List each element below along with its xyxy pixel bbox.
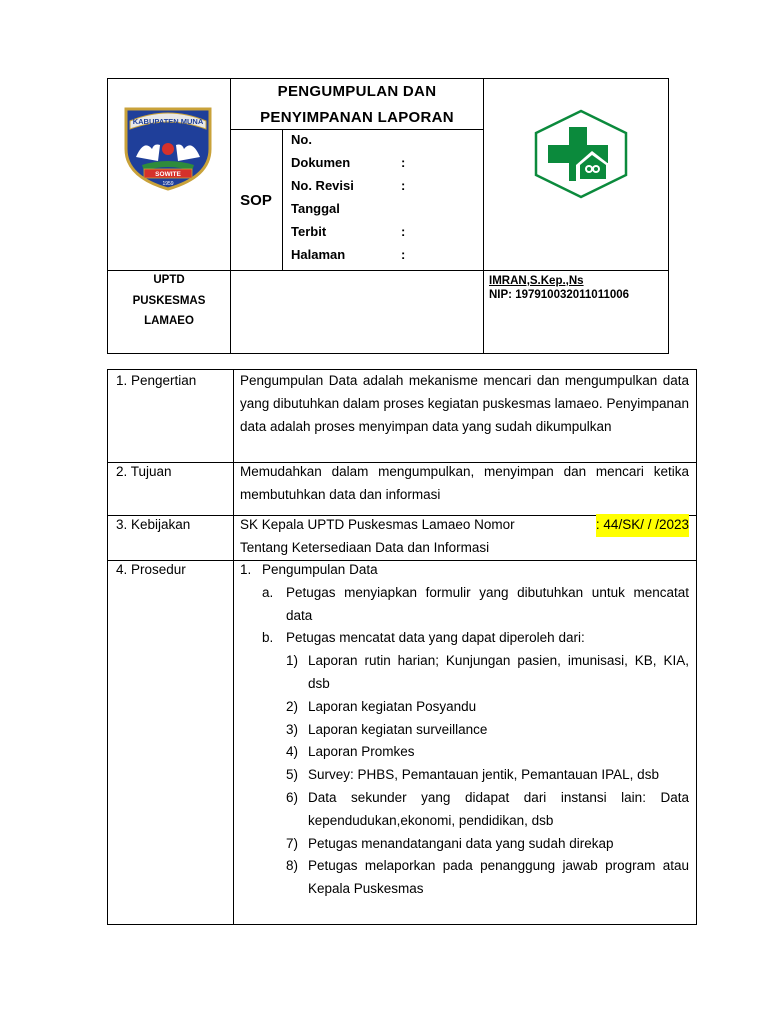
meta-colon: : xyxy=(401,155,406,170)
meta-row xyxy=(291,220,481,243)
list-number: 4) xyxy=(286,744,299,760)
list-item xyxy=(240,764,689,787)
kebijakan-number-highlight: : 44/SK/ / /2023 xyxy=(596,514,689,537)
meta-label: Tanggal xyxy=(291,201,340,216)
list-number: 7) xyxy=(286,835,299,851)
list-item xyxy=(240,787,689,833)
list-text: Laporan rutin harian; Kunjungan pasien, imunisasi, KB, KIA, dsb xyxy=(308,653,689,691)
list-item xyxy=(240,741,689,764)
list-text: Laporan Promkes xyxy=(308,744,415,760)
meta-colon xyxy=(401,128,411,151)
kebijakan-line: Tentang Ketersediaan Data dan Informasi xyxy=(240,539,490,555)
section-label-prosedur: 4. Prosedur xyxy=(116,562,186,577)
meta-label: Halaman xyxy=(291,247,346,262)
list-number: 3) xyxy=(286,721,299,737)
meta-row xyxy=(291,151,481,174)
list-text: Petugas menyiapkan formulir yang dibutuhkan untuk mencatat data xyxy=(286,584,689,623)
section-label-tujuan: 2. Tujuan xyxy=(116,464,172,479)
document-title xyxy=(230,79,484,129)
meta-row xyxy=(291,174,481,197)
kebijakan-line xyxy=(240,514,689,537)
header-divider xyxy=(282,129,283,270)
sop-header-table xyxy=(107,78,669,354)
unit-name xyxy=(108,270,230,332)
list-number: 1) xyxy=(286,653,299,669)
section-text-pengertian: Pengumpulan Data adalah mekanisme mencari dan mengumpulkan data yang dibutuhkan dalam proses kegiatan puskesmas lamaeo. Penyimpanan data adalah proses menyimpan data yang sudah dikumpulkan xyxy=(240,373,689,434)
list-item xyxy=(240,696,689,719)
prosedur-list xyxy=(240,559,689,901)
sop-content-table xyxy=(107,369,697,925)
signer-nip: NIP: 197910032011011006 xyxy=(489,288,630,301)
meta-colon xyxy=(401,197,411,220)
crest-year: 1959 xyxy=(162,181,174,187)
section-label-pengertian: 1. Pengertian xyxy=(116,373,197,388)
list-item xyxy=(240,855,689,901)
title-line: PENGUMPULAN DAN xyxy=(277,83,437,100)
meta-label: Dokumen xyxy=(291,155,351,170)
list-text: Laporan kegiatan Posyandu xyxy=(308,698,477,714)
list-number: 6) xyxy=(286,789,299,805)
meta-label: No. Revisi xyxy=(291,178,354,193)
list-number: 5) xyxy=(286,767,299,783)
meta-colon: : xyxy=(401,247,406,262)
list-text: Petugas melaporkan pada penanggung jawab program atau Kepala Puskesmas xyxy=(308,858,689,897)
section-text-kebijakan xyxy=(240,514,689,560)
meta-label: No. xyxy=(291,132,312,147)
list-text: Pengumpulan Data xyxy=(262,562,378,577)
meta-colon: : xyxy=(401,178,406,193)
list-item xyxy=(240,582,689,628)
kebijakan-text: SK Kepala UPTD Puskesmas Lamaeo Nomor xyxy=(240,517,515,532)
prosedur-heading xyxy=(240,559,689,582)
title-line: PENYIMPANAN LAPORAN xyxy=(260,109,454,126)
list-number: a. xyxy=(262,584,274,600)
meta-row xyxy=(291,128,481,151)
section-label-kebijakan: 3. Kebijakan xyxy=(116,517,191,532)
document-meta xyxy=(291,128,481,266)
list-text: Laporan kegiatan surveillance xyxy=(308,721,488,737)
unit-line: UPTD xyxy=(153,274,185,286)
list-number: 8) xyxy=(286,858,299,874)
list-text: Survey: PHBS, Pemantauan jentik, Pemantauan IPAL, dsb xyxy=(308,767,659,783)
crest-motto: SOWITE xyxy=(155,171,181,178)
list-number: b. xyxy=(262,630,274,646)
meta-colon: : xyxy=(401,224,406,239)
sop-label: SOP xyxy=(240,191,272,209)
unit-line: PUSKESMAS xyxy=(132,294,206,307)
signer-block xyxy=(489,275,629,302)
list-text: Data sekunder yang didapat dari instansi lain: Data kependudukan,ekonomi, pendidikan, dsb xyxy=(308,789,689,828)
list-number: 2) xyxy=(286,698,299,714)
list-text: Petugas mencatat data yang dapat diperoleh dari: xyxy=(286,630,585,646)
meta-label: Terbit xyxy=(291,224,327,239)
column-divider xyxy=(233,370,234,924)
list-item xyxy=(240,627,689,650)
meta-row xyxy=(291,197,481,220)
list-number: 1. xyxy=(240,562,252,577)
unit-line: LAMAEO xyxy=(144,315,194,327)
kabupaten-muna-crest-icon xyxy=(120,99,216,191)
puskesmas-cross-emblem-icon xyxy=(532,109,630,199)
list-item xyxy=(240,650,689,696)
section-text-tujuan: Memudahkan dalam mengumpulkan, menyimpan dan mencari ketika membutuhkan data dan informasi xyxy=(240,464,689,502)
crest-banner-text: KABUPATEN MUNA xyxy=(132,117,204,126)
list-item xyxy=(240,833,689,856)
list-item xyxy=(240,719,689,742)
signer-name: IMRAN,S.Kep.,Ns xyxy=(489,275,584,287)
meta-row xyxy=(291,243,481,266)
list-text: Petugas menandatangani data yang sudah direkap xyxy=(308,835,614,851)
